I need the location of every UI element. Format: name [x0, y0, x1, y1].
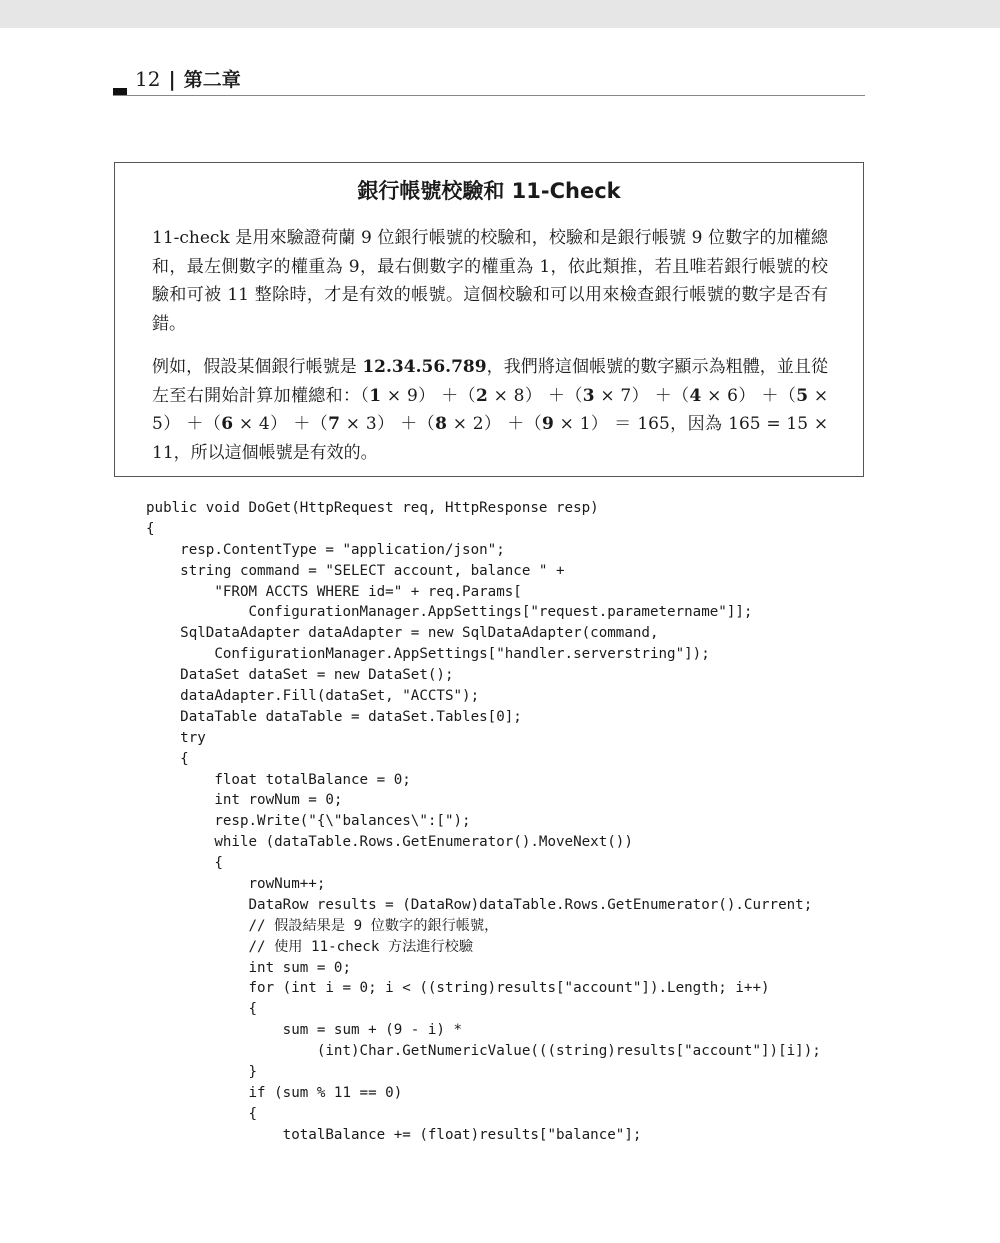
term-digit: 3 — [582, 385, 595, 406]
term-digit: 9 — [542, 414, 554, 434]
code-line: // 使用 11-check 方法進行校驗 — [146, 938, 474, 955]
code-line: for (int i = 0; i < ((string)results["account"]).Length; i++) — [146, 980, 770, 997]
code-line: try — [146, 729, 206, 746]
code-line: { — [146, 1105, 258, 1122]
code-line: string command = "SELECT account, balance " + — [146, 562, 565, 579]
code-line: { — [146, 750, 189, 767]
code-line: resp.Write("{\"balances\":["); — [146, 813, 471, 830]
term-weight: 3 — [365, 414, 377, 434]
weighted-sum-terms: （1 × 9） ＋（2 × 8） ＋（3 × 7） ＋（4 × 6） ＋（5 × 5） ＋（6 × 4） ＋（7 × 3） ＋（8 × 2） ＋（9 × 1） — [152, 385, 829, 434]
code-line: rowNum++; — [146, 876, 326, 893]
code-line: totalBalance += (float)results["balance"]; — [146, 1126, 642, 1143]
term-weight: 2 — [472, 414, 484, 434]
para2-prefix: 例如，假設某個銀行帳號是 — [152, 357, 363, 377]
code-line: "FROM ACCTS WHERE id=" + req.Params[ — [146, 583, 522, 600]
code-line: SqlDataAdapter dataAdapter = new SqlDataAdapter(command, — [146, 625, 659, 642]
code-line: } — [146, 1064, 258, 1081]
term-digit: 6 — [221, 414, 234, 434]
code-line: resp.ContentType = "application/json"; — [146, 541, 505, 558]
code-line: { — [146, 520, 155, 537]
top-band — [0, 0, 1000, 28]
term-weight: 7 — [620, 385, 632, 406]
header-rule — [113, 95, 865, 96]
code-line: dataAdapter.Fill(dataSet, "ACCTS"); — [146, 688, 480, 705]
term-weight: 6 — [727, 385, 738, 406]
code-line: DataRow results = (DataRow)dataTable.Rows.GetEnumerator().Current; — [146, 896, 813, 913]
account-number: 12.34.56.789 — [362, 357, 487, 377]
sidebar-title: 銀行帳號校驗和 11-Check — [357, 179, 621, 203]
code-listing — [146, 498, 866, 1146]
term-weight: 4 — [258, 414, 270, 434]
code-line: ConfigurationManager.AppSettings["handler.serverstring"]); — [146, 646, 710, 663]
code-line: DataSet dataSet = new DataSet(); — [146, 667, 454, 684]
para2-mid: ，我們將這個帳號的數字顯示為粗體，並且從左至右開始計算加權總和： — [152, 357, 829, 406]
term-digit: 8 — [435, 414, 447, 434]
code-line: public void DoGet(HttpRequest req, HttpResponse resp) — [146, 500, 599, 516]
code-line: { — [146, 855, 223, 872]
code-line: { — [146, 1001, 258, 1018]
weighted-sum-result: ＝ 165， — [614, 414, 688, 434]
term-weight: 8 — [513, 385, 525, 406]
chapter-title: 第二章 — [183, 69, 241, 91]
running-header — [135, 66, 241, 93]
code-line: float totalBalance = 0; — [146, 771, 411, 788]
code-line: if (sum % 11 == 0) — [146, 1084, 403, 1101]
term-digit: 7 — [328, 414, 340, 434]
code-line: (int)Char.GetNumericValue(((string)results["account"])[i]); — [146, 1043, 821, 1060]
term-weight: 1 — [579, 414, 591, 434]
sidebar-paragraph-1: 11-check 是用來驗證荷蘭 9 位銀行帳號的校驗和，校驗和是銀行帳號 9 位數字的加權總和，最左側數字的權重為 9，最右側數字的權重為 1，依此類推，若且唯若銀行帳號的校驗和可被 11 整除時，才是有效的帳號。這個校驗和可以用來檢查銀行帳號的數字是否有錯。 — [152, 228, 828, 334]
term-digit: 4 — [689, 385, 702, 406]
term-digit: 2 — [476, 385, 488, 406]
term-weight: 5 — [152, 414, 163, 434]
para2-suffix: 因為 165 = 15 × 11，所以這個帳號是有效的。 — [152, 414, 829, 463]
header-separator: | — [168, 67, 176, 91]
term-digit: 1 — [369, 385, 382, 406]
code-line: ConfigurationManager.AppSettings["request.parametername"]]; — [146, 604, 753, 621]
code-line: int sum = 0; — [146, 959, 351, 976]
code-line: DataTable dataTable = dataSet.Tables[0]; — [146, 708, 522, 725]
sidebar-paragraph-2 — [152, 353, 828, 467]
code-line: sum = sum + (9 - i) * — [146, 1022, 463, 1039]
page-number: 12 — [135, 67, 161, 91]
header-marker — [113, 88, 127, 95]
code-line: // 假設結果是 9 位數字的銀行帳號， — [146, 917, 499, 934]
term-weight: 9 — [406, 385, 418, 406]
code-line: int rowNum = 0; — [146, 792, 343, 809]
term-digit: 5 — [796, 385, 809, 406]
code-line: while (dataTable.Rows.GetEnumerator().MoveNext()) — [146, 834, 633, 851]
sidebar-box — [114, 162, 864, 477]
